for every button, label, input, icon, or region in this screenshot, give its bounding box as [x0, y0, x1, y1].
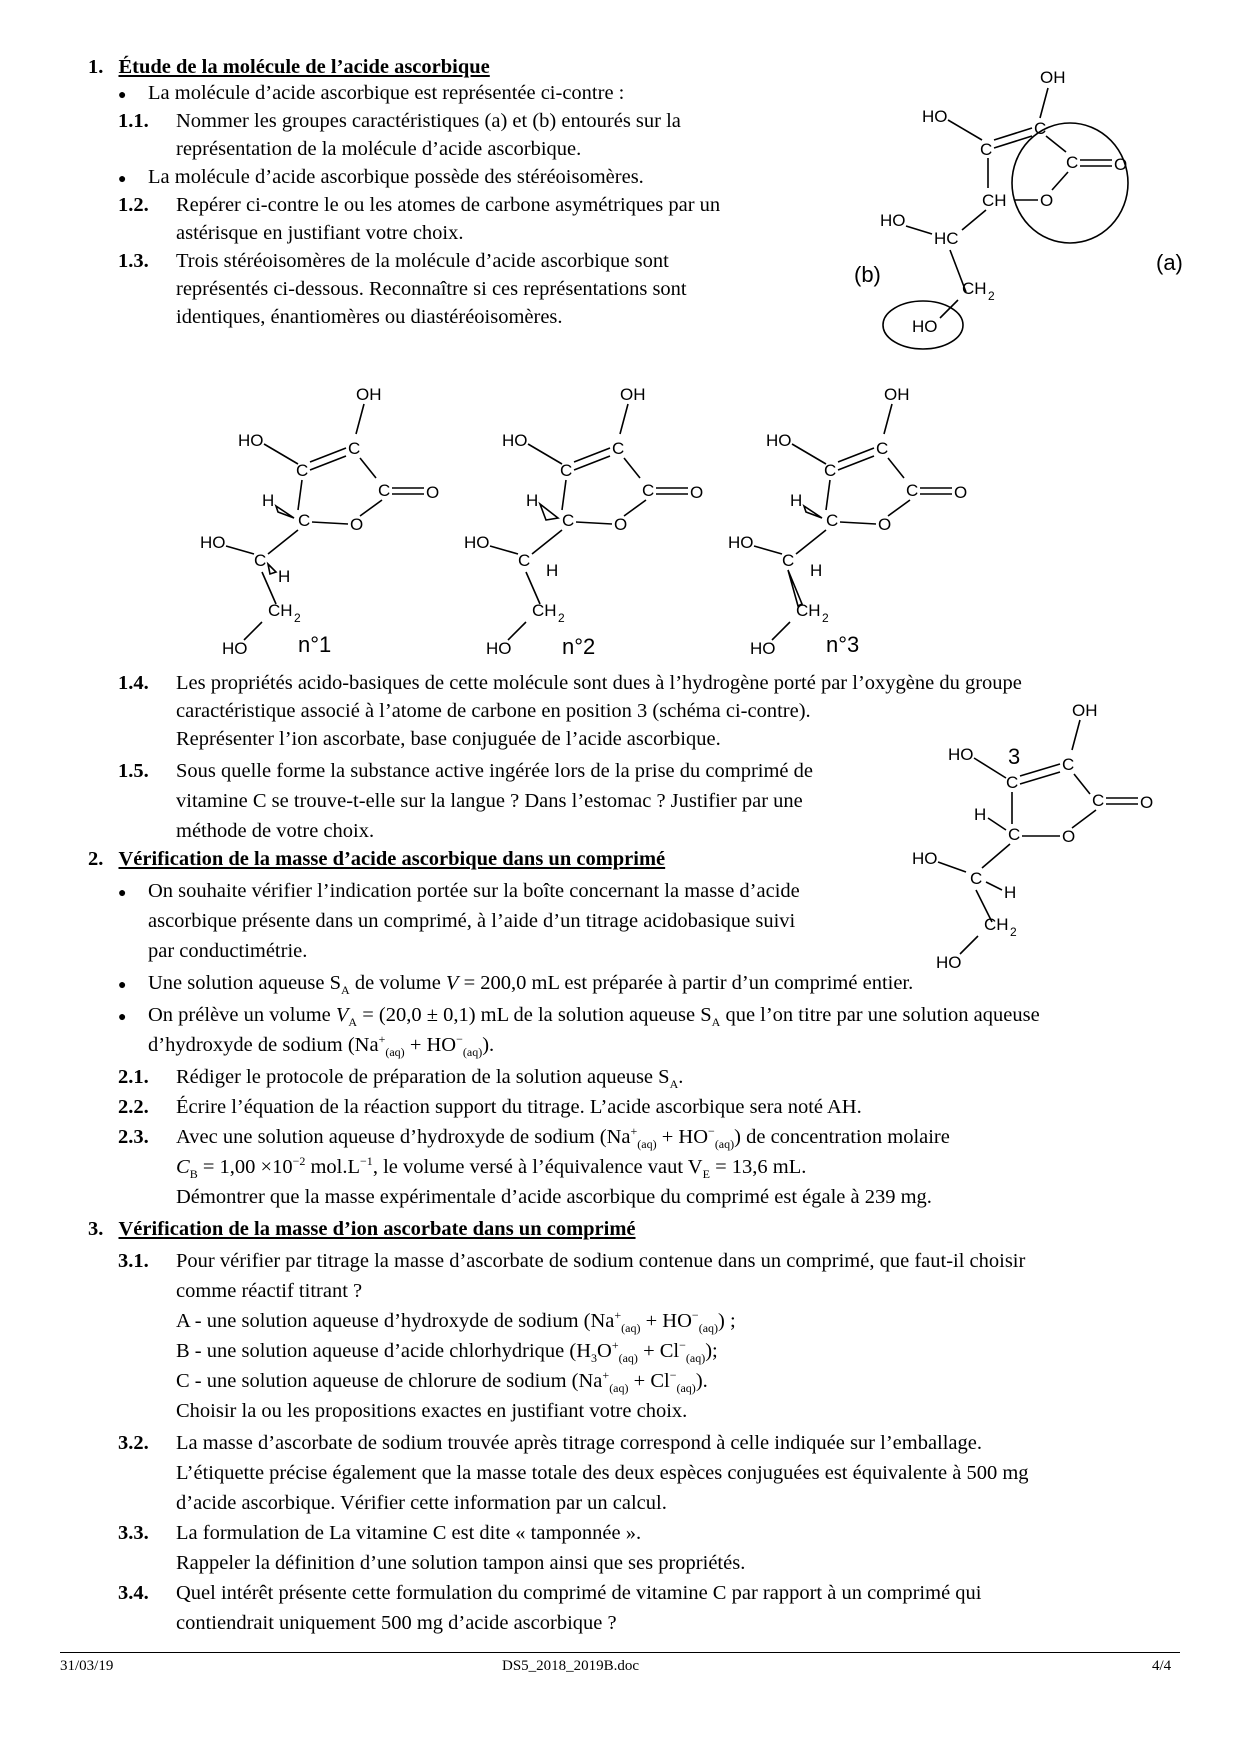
bullet: ● — [118, 1010, 127, 1025]
svg-text:OH: OH — [620, 385, 646, 404]
q22-text: Écrire l’équation de la réaction support du titrage. L’acide ascorbique sera noté AH. — [176, 1096, 862, 1118]
bullet: ● — [118, 978, 127, 993]
section-3-title: Vérification de la masse d’ion ascorbate dans un comprimé — [118, 1218, 636, 1240]
svg-text:C: C — [1034, 119, 1047, 138]
svg-text:C: C — [1006, 773, 1019, 792]
svg-text:HO: HO — [750, 639, 776, 658]
svg-text:C: C — [298, 511, 311, 530]
s1-stereo: La molécule d’acide ascorbique possède des stéréoisomères. — [148, 166, 644, 188]
q34-text: contiendrait uniquement 500 mg d’acide ascorbique ? — [176, 1612, 617, 1634]
svg-text:H: H — [974, 805, 987, 824]
footer-page-number: 4/4 — [1152, 1658, 1172, 1674]
q22-number: 2.2. — [118, 1096, 149, 1118]
q23-text: Avec une solution aqueuse d’hydroxyde de sodium $(Na^+_{(aq)} + HO^-_{(aq)})$ de concentration molaire — [176, 1124, 950, 1152]
svg-text:H: H — [278, 567, 291, 586]
svg-text:C: C — [970, 869, 983, 888]
q14-number: 1.4. — [118, 672, 149, 694]
q13-text: Trois stéréoisomères de la molécule d’acide ascorbique sont — [176, 250, 669, 272]
svg-text:C: C — [980, 140, 993, 159]
q23-text: $C_B = 1,00 \times 10^{-2}$ $mol.L^{-1}$, le volume versé à l’équivalence vaut $V_E = 13,6$ mL. — [176, 1154, 807, 1182]
q12-text: Repérer ci-contre le ou les atomes de carbone asymétriques par un — [176, 194, 721, 216]
q11-text: représentation de la molécule d’acide ascorbique. — [176, 138, 582, 160]
svg-text:CH: CH — [796, 601, 821, 620]
svg-text:HO: HO — [922, 107, 948, 126]
bullet: ● — [118, 886, 127, 901]
svg-text:H: H — [546, 561, 559, 580]
svg-text:2: 2 — [822, 611, 829, 625]
svg-text:HO: HO — [948, 745, 974, 764]
q31-text: comme réactif titrant ? — [176, 1280, 363, 1302]
svg-text:C: C — [378, 481, 391, 500]
label-b: (b) — [854, 262, 881, 287]
bullet: ● — [118, 88, 127, 103]
s2-intro: On souhaite vérifier l’indication portée sur la boîte concernant la masse d’acide — [148, 880, 800, 902]
q31-text: Choisir la ou les propositions exactes en justifiant votre choix. — [176, 1400, 688, 1422]
option-b: B - une solution aqueuse d’acide chlorhydrique $(H_3O^+_{(aq)} + Cl^-_{(aq)})$; — [176, 1338, 718, 1366]
q21-text: Rédiger le protocole de préparation de la solution aqueuse $S_A$. — [176, 1066, 684, 1092]
svg-text:2: 2 — [988, 289, 995, 303]
s2-intro: par conductimétrie. — [148, 940, 308, 962]
q15-text: vitamine C se trouve-t-elle sur la langue ? Dans l’estomac ? Justifier par une — [176, 790, 803, 812]
svg-text:O: O — [614, 515, 628, 534]
q13-text: identiques, énantiomères ou diastéréoisomères. — [176, 306, 563, 328]
svg-text:O: O — [878, 515, 892, 534]
svg-text:2: 2 — [294, 611, 301, 625]
q33-text: La formulation de La vitamine C est dite « tamponnée ». — [176, 1522, 642, 1544]
q31-number: 3.1. — [118, 1250, 149, 1272]
svg-text:CH: CH — [982, 191, 1007, 210]
q33-text: Rappeler la définition d’une solution tampon ainsi que ses propriétés. — [176, 1552, 746, 1574]
q32-text: L’étiquette précise également que la masse totale des deux espèces conjuguées est équivalente à 500 mg — [176, 1462, 1029, 1484]
svg-text:HO: HO — [728, 533, 754, 552]
svg-text:CH: CH — [984, 915, 1009, 934]
svg-text:C: C — [254, 551, 267, 570]
q32-number: 3.2. — [118, 1432, 149, 1454]
svg-text:C: C — [1092, 791, 1105, 810]
svg-text:O: O — [690, 483, 704, 502]
svg-text:C: C — [782, 551, 795, 570]
stereoisomer-1 — [190, 378, 460, 658]
q15-text: méthode de votre choix. — [176, 820, 375, 842]
svg-text:HO: HO — [912, 317, 938, 336]
bullet: ● — [118, 172, 127, 187]
svg-text:C: C — [876, 439, 889, 458]
svg-text:HC: HC — [934, 229, 959, 248]
svg-text:H: H — [790, 491, 803, 510]
s1-intro: La molécule d’acide ascorbique est représentée ci-contre : — [148, 82, 625, 104]
svg-text:CH: CH — [268, 601, 293, 620]
q11-number: 1.1. — [118, 110, 149, 132]
svg-text:O: O — [1062, 827, 1076, 846]
svg-text:OH: OH — [884, 385, 910, 404]
svg-text:C: C — [518, 551, 531, 570]
svg-text:HO: HO — [912, 849, 938, 868]
s2-solution-sa: Une solution aqueuse $S_A$ de volume V = 200,0 mL est préparée à partir d’un comprimé entier. — [148, 972, 914, 998]
option-c: C - une solution aqueuse de chlorure de sodium $(Na^+_{(aq)} + Cl^-_{(aq)})$. — [176, 1368, 708, 1396]
isomer-label-1: n°1 — [298, 632, 332, 657]
q14-text: Représenter l’ion ascorbate, base conjuguée de l’acide ascorbique. — [176, 728, 721, 750]
svg-text:C: C — [824, 461, 837, 480]
label-a: (a) — [1156, 250, 1183, 275]
footer-rule — [60, 1652, 1180, 1653]
svg-text:HO: HO — [200, 533, 226, 552]
footer-date: 31/03/19 — [60, 1658, 114, 1674]
svg-text:C: C — [906, 481, 919, 500]
section-2-heading: 2. Vérification de la masse d’acide ascorbique dans un comprimé — [88, 848, 666, 870]
svg-text:OH: OH — [1072, 701, 1098, 720]
q14-text: caractéristique associé à l’atome de carbone en position 3 (schéma ci-contre). — [176, 700, 811, 722]
svg-text:HO: HO — [222, 639, 248, 658]
svg-text:C: C — [826, 511, 839, 530]
q21-number: 2.1. — [118, 1066, 149, 1088]
q11-text: Nommer les groupes caractéristiques (a) et (b) entourés sur la — [176, 110, 681, 132]
q23-text: Démontrer que la masse expérimentale d’acide ascorbique du comprimé est égale à 239 mg. — [176, 1186, 932, 1208]
q32-text: d’acide ascorbique. Vérifier cette information par un calcul. — [176, 1492, 667, 1514]
svg-text:O: O — [350, 515, 364, 534]
q34-number: 3.4. — [118, 1582, 149, 1604]
svg-text:C: C — [562, 511, 575, 530]
svg-text:CH: CH — [532, 601, 557, 620]
ascorbic-acid-molecule — [840, 60, 1183, 350]
svg-text:H: H — [1004, 883, 1017, 902]
svg-text:HO: HO — [238, 431, 264, 450]
q13-text: représentés ci-dessous. Reconnaître si ces représentations sont — [176, 278, 687, 300]
section-1-heading: 1. Étude de la molécule de l’acide ascorbique — [88, 56, 490, 78]
svg-text:C: C — [612, 439, 625, 458]
section-2-title: Vérification de la masse d’acide ascorbique dans un comprimé — [118, 848, 666, 870]
svg-text:OH: OH — [1040, 68, 1066, 87]
svg-text:HO: HO — [880, 211, 906, 230]
svg-text:C: C — [560, 461, 573, 480]
s2-sampling-2: d’hydroxyde de sodium $(Na^+_{(aq)} + HO^-_{(aq)})$. — [148, 1032, 495, 1060]
svg-text:HO: HO — [502, 431, 528, 450]
stereoisomer-2 — [454, 378, 724, 658]
svg-text:H: H — [526, 491, 539, 510]
q13-number: 1.3. — [118, 250, 149, 272]
svg-text:O: O — [1114, 155, 1128, 174]
svg-text:2: 2 — [1010, 925, 1017, 939]
isomer-label-3: n°3 — [826, 632, 860, 657]
svg-text:H: H — [810, 561, 823, 580]
svg-text:O: O — [426, 483, 440, 502]
section-3-heading: 3. Vérification de la masse d’ion ascorbate dans un comprimé — [88, 1218, 636, 1240]
q14-text: Les propriétés acido-basiques de cette molécule sont dues à l’hydrogène porté par l’oxygène du groupe — [176, 672, 1022, 694]
svg-text:2: 2 — [558, 611, 565, 625]
position-3-label: 3 — [1008, 744, 1021, 769]
q15-text: Sous quelle forme la substance active ingérée lors de la prise du comprimé de — [176, 760, 813, 782]
q33-number: 3.3. — [118, 1522, 149, 1544]
q31-text: Pour vérifier par titrage la masse d’ascorbate de sodium contenue dans un comprimé, que faut-il choisir — [176, 1250, 1026, 1272]
svg-text:HO: HO — [486, 639, 512, 658]
svg-text:C: C — [348, 439, 361, 458]
svg-text:C: C — [642, 481, 655, 500]
svg-text:OH: OH — [356, 385, 382, 404]
q15-number: 1.5. — [118, 760, 149, 782]
option-a: A - une solution aqueuse d’hydroxyde de sodium $(Na^+_{(aq)} + HO^-_{(aq)})$ ; — [176, 1308, 736, 1336]
svg-text:O: O — [1040, 191, 1054, 210]
svg-text:C: C — [296, 461, 309, 480]
svg-text:O: O — [954, 483, 968, 502]
s2-sampling: On prélève un volume $V_A = (20,0 \pm 0,1)$ mL de la solution aqueuse $S_A$ que l’on titre par une solution aqueuse — [148, 1004, 1040, 1030]
svg-text:C: C — [1066, 153, 1079, 172]
stereoisomer-3 — [718, 378, 988, 658]
svg-text:HO: HO — [766, 431, 792, 450]
q32-text: La masse d’ascorbate de sodium trouvée après titrage correspond à celle indiquée sur l’emballage. — [176, 1432, 983, 1454]
q12-number: 1.2. — [118, 194, 149, 216]
svg-text:CH: CH — [962, 279, 987, 298]
q34-text: Quel intérêt présente cette formulation du comprimé de vitamine C par rapport à un comprimé qui — [176, 1582, 982, 1604]
svg-text:C: C — [1062, 755, 1075, 774]
footer-filename: DS5_2018_2019B.doc — [502, 1658, 640, 1674]
q23-number: 2.3. — [118, 1126, 149, 1148]
svg-text:HO: HO — [464, 533, 490, 552]
svg-text:C: C — [1008, 825, 1021, 844]
svg-text:H: H — [262, 491, 275, 510]
section-1-title: Étude de la molécule de l’acide ascorbique — [118, 56, 490, 78]
ascorbic-acid-position-3 — [900, 694, 1190, 974]
svg-text:HO: HO — [936, 953, 962, 972]
svg-text:O: O — [1140, 793, 1154, 812]
isomer-label-2: n°2 — [562, 634, 596, 659]
s2-intro: ascorbique présente dans un comprimé, à l’aide d’un titrage acidobasique suivi — [148, 910, 796, 932]
q12-text: astérisque en justifiant votre choix. — [176, 222, 464, 244]
